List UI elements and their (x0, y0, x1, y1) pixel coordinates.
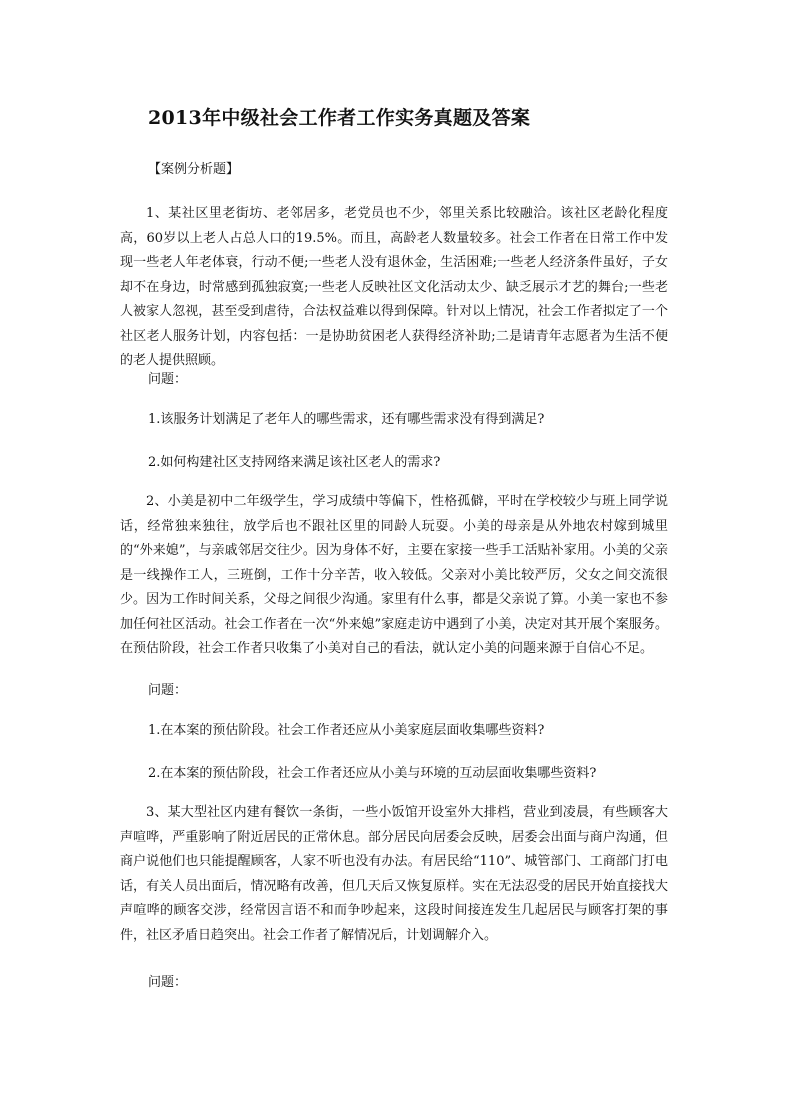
section-header: 【案例分析题】 (148, 162, 240, 177)
case3-question-label: 问题： (148, 975, 188, 990)
case1-paragraph: 1、某社区里老街坊、老邻居多，老党员也不少，邻里关系比较融洽。该社区老龄化程度高，60岁以上老人占总人口的19.5%。而且，高龄老人数量较多。社会工作者在日常工作中发现一些老人年老体衰，行动不便;一些老人没有退休金，生活困难;一些老人经济条件虽好，子女却不在身边，时常感到孤独寂寞;一些老人反映社区文化活动太少、缺乏展示才艺的舞台;一些老人被家人忽视，甚至受到虐待，合法权益难以得到保障。针对以上情况，社会工作者拟定了一个社区老人服务计划，内容包括：一是协助贫困老人获得经济补助;二是请青年志愿者为生活不便的老人提供照顾。 (120, 206, 668, 368)
case3-paragraph: 3、某大型社区内建有餐饮一条街，一些小饭馆开设室外大排档，营业到凌晨，有些顾客大声喧哗，严重影响了附近居民的正常休息。部分居民向居委会反映，居委会出面与商户沟通，但商户说他们也只能提醒顾客，人家不听也没有办法。有居民给“110”、城管部门、工商部门打电话，有关人员出面后，情况略有改善，但几天后又恢复原样。实在无法忍受的居民开始直接找大声喧哗的顾客交涉，经常因言语不和而争吵起来，这段时间接连发生几起居民与顾客打架的事件，社区矛盾日趋突出。社会工作者了解情况后，计划调解介入。 (120, 805, 668, 943)
case1-question-label: 问题： (148, 372, 188, 387)
document-title: 2013年中级社会工作者工作实务真题及答案 (148, 107, 531, 129)
case2-paragraph: 2、小美是初中二年级学生，学习成绩中等偏下，性格孤僻，平时在学校较少与班上同学说话，经常独来独往，放学后也不跟社区里的同龄人玩耍。小美的母亲是从外地农村嫁到城里的“外来媳”，与亲戚邻居交往少。因为身体不好，主要在家接一些手工活贴补家用。小美的父亲是一线操作工人，三班倒，工作十分辛苦，收入较低。父亲对小美比较严厉，父女之间交流很少。因为工作时间关系，父母之间很少沟通。家里有什么事，都是父亲说了算。小美一家也不参加任何社区活动。社会工作者在一次“外来媳”家庭走访中遇到了小美，决定对其开展个案服务。在预估阶段，社会工作者只收集了小美对自己的看法，就认定小美的问题来源于自信心不足。 (120, 494, 668, 656)
case2-question-label: 问题： (148, 683, 188, 698)
case1-question-1: 1.该服务计划满足了老年人的哪些需求，还有哪些需求没有得到满足? (148, 412, 545, 427)
case2-question-1: 1.在本案的预估阶段。社会工作者还应从小美家庭层面收集哪些资料? (148, 723, 545, 738)
case1-question-2: 2.如何构建社区支持网络来满足该社区老人的需求? (148, 455, 441, 470)
case2-question-2: 2.在本案的预估阶段，社会工作者还应从小美与环境的互动层面收集哪些资料? (148, 766, 597, 781)
